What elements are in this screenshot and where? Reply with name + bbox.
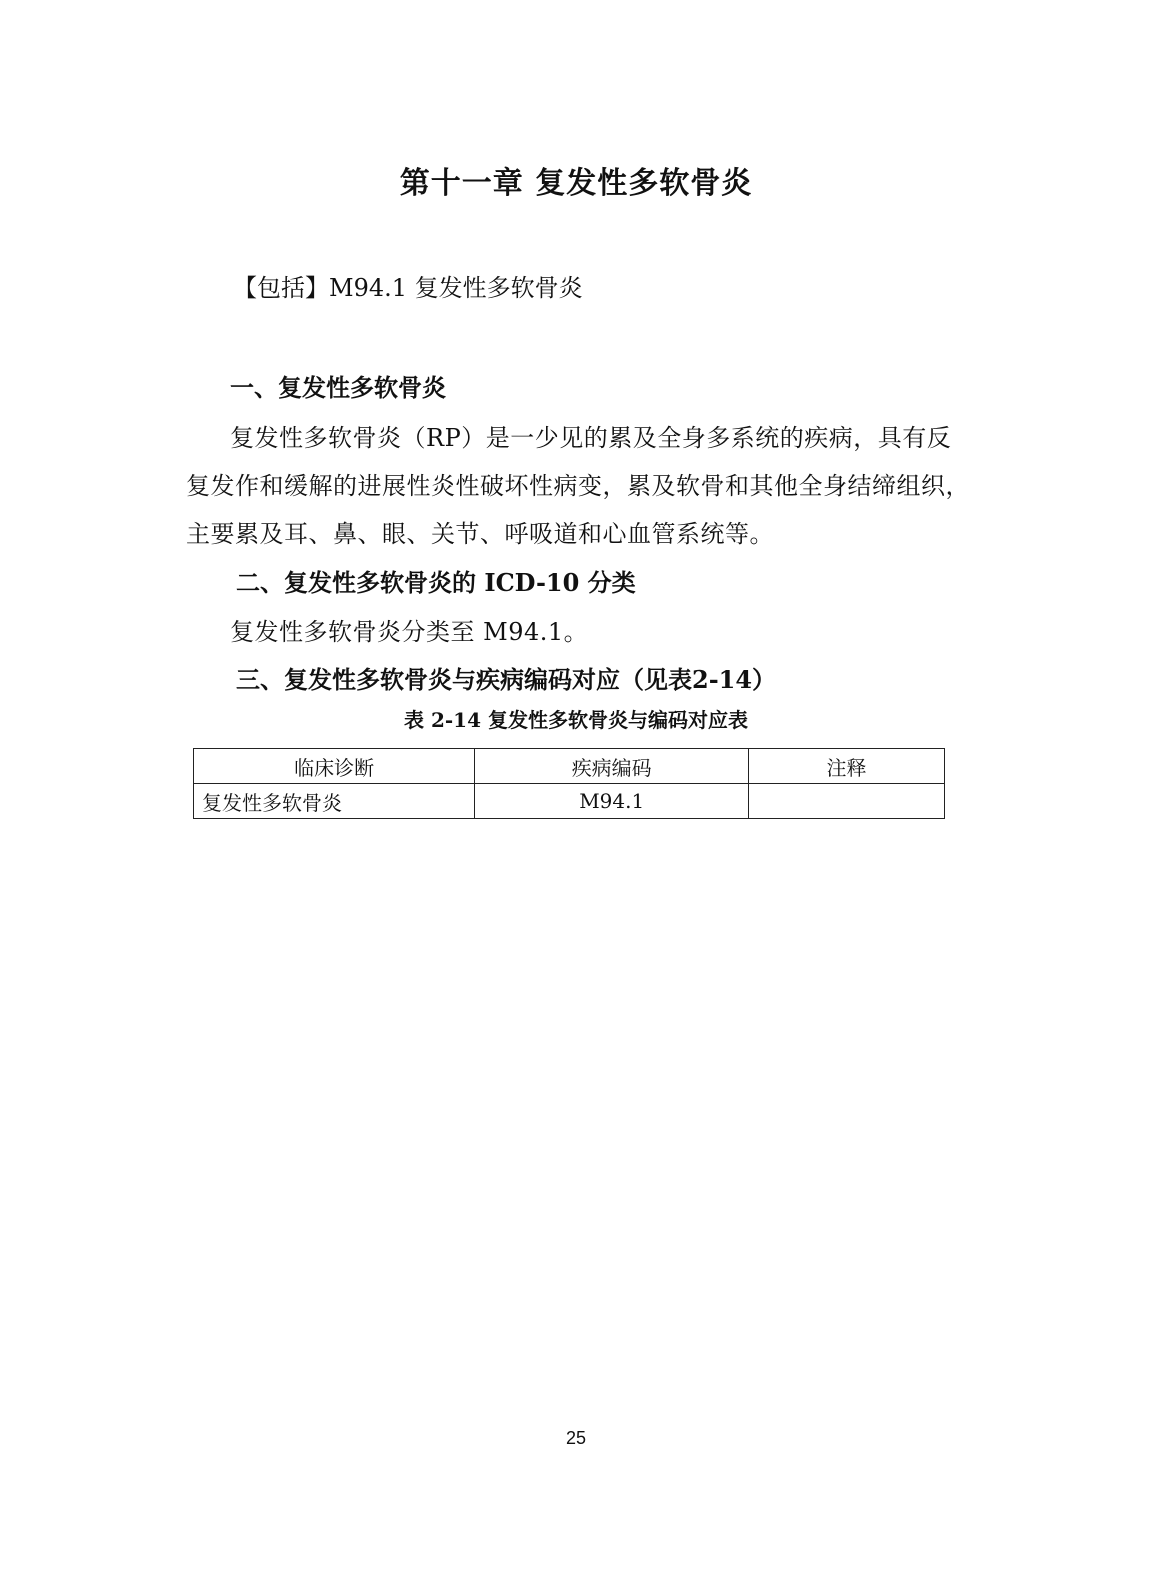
section-1-paragraph-line-1: 复发性多软骨炎（RP）是一少见的累及全身多系统的疾病，具有反: [230, 424, 952, 452]
table-header-notes: 注释: [749, 749, 945, 784]
includes-line: 【包括】M94.1 复发性多软骨炎: [233, 274, 583, 302]
table-caption: 表 2-14 复发性多软骨炎与编码对应表: [404, 708, 748, 732]
table-row: [194, 784, 945, 819]
section-heading-2: 二、复发性多软骨炎的 ICD-10 分类: [236, 568, 636, 597]
table-header-disease-code: 疾病编码: [475, 749, 749, 784]
section-2-paragraph-line-1: 复发性多软骨炎分类至 M94.1。: [230, 618, 589, 646]
table-header-row: [194, 749, 945, 784]
page-number: 25: [565, 1428, 587, 1448]
chapter-title: 第十一章 复发性多软骨炎: [399, 166, 753, 201]
table-cell-code: M94.1: [475, 784, 749, 819]
section-1-paragraph-line-2: 复发作和缓解的进展性炎性破坏性病变，累及软骨和其他全身结缔组织，: [186, 472, 970, 500]
section-heading-1: 一、复发性多软骨炎: [230, 373, 446, 402]
diagnosis-code-table: [193, 748, 945, 819]
section-heading-3: 三、复发性多软骨炎与疾病编码对应（见表2-14）: [236, 665, 777, 694]
table-cell-notes: [749, 784, 945, 819]
table-header-clinical-diagnosis: 临床诊断: [194, 749, 475, 784]
section-1-paragraph-line-3: 主要累及耳、鼻、眼、关节、呼吸道和心血管系统等。: [186, 520, 774, 548]
table-cell-diagnosis: 复发性多软骨炎: [194, 784, 475, 819]
